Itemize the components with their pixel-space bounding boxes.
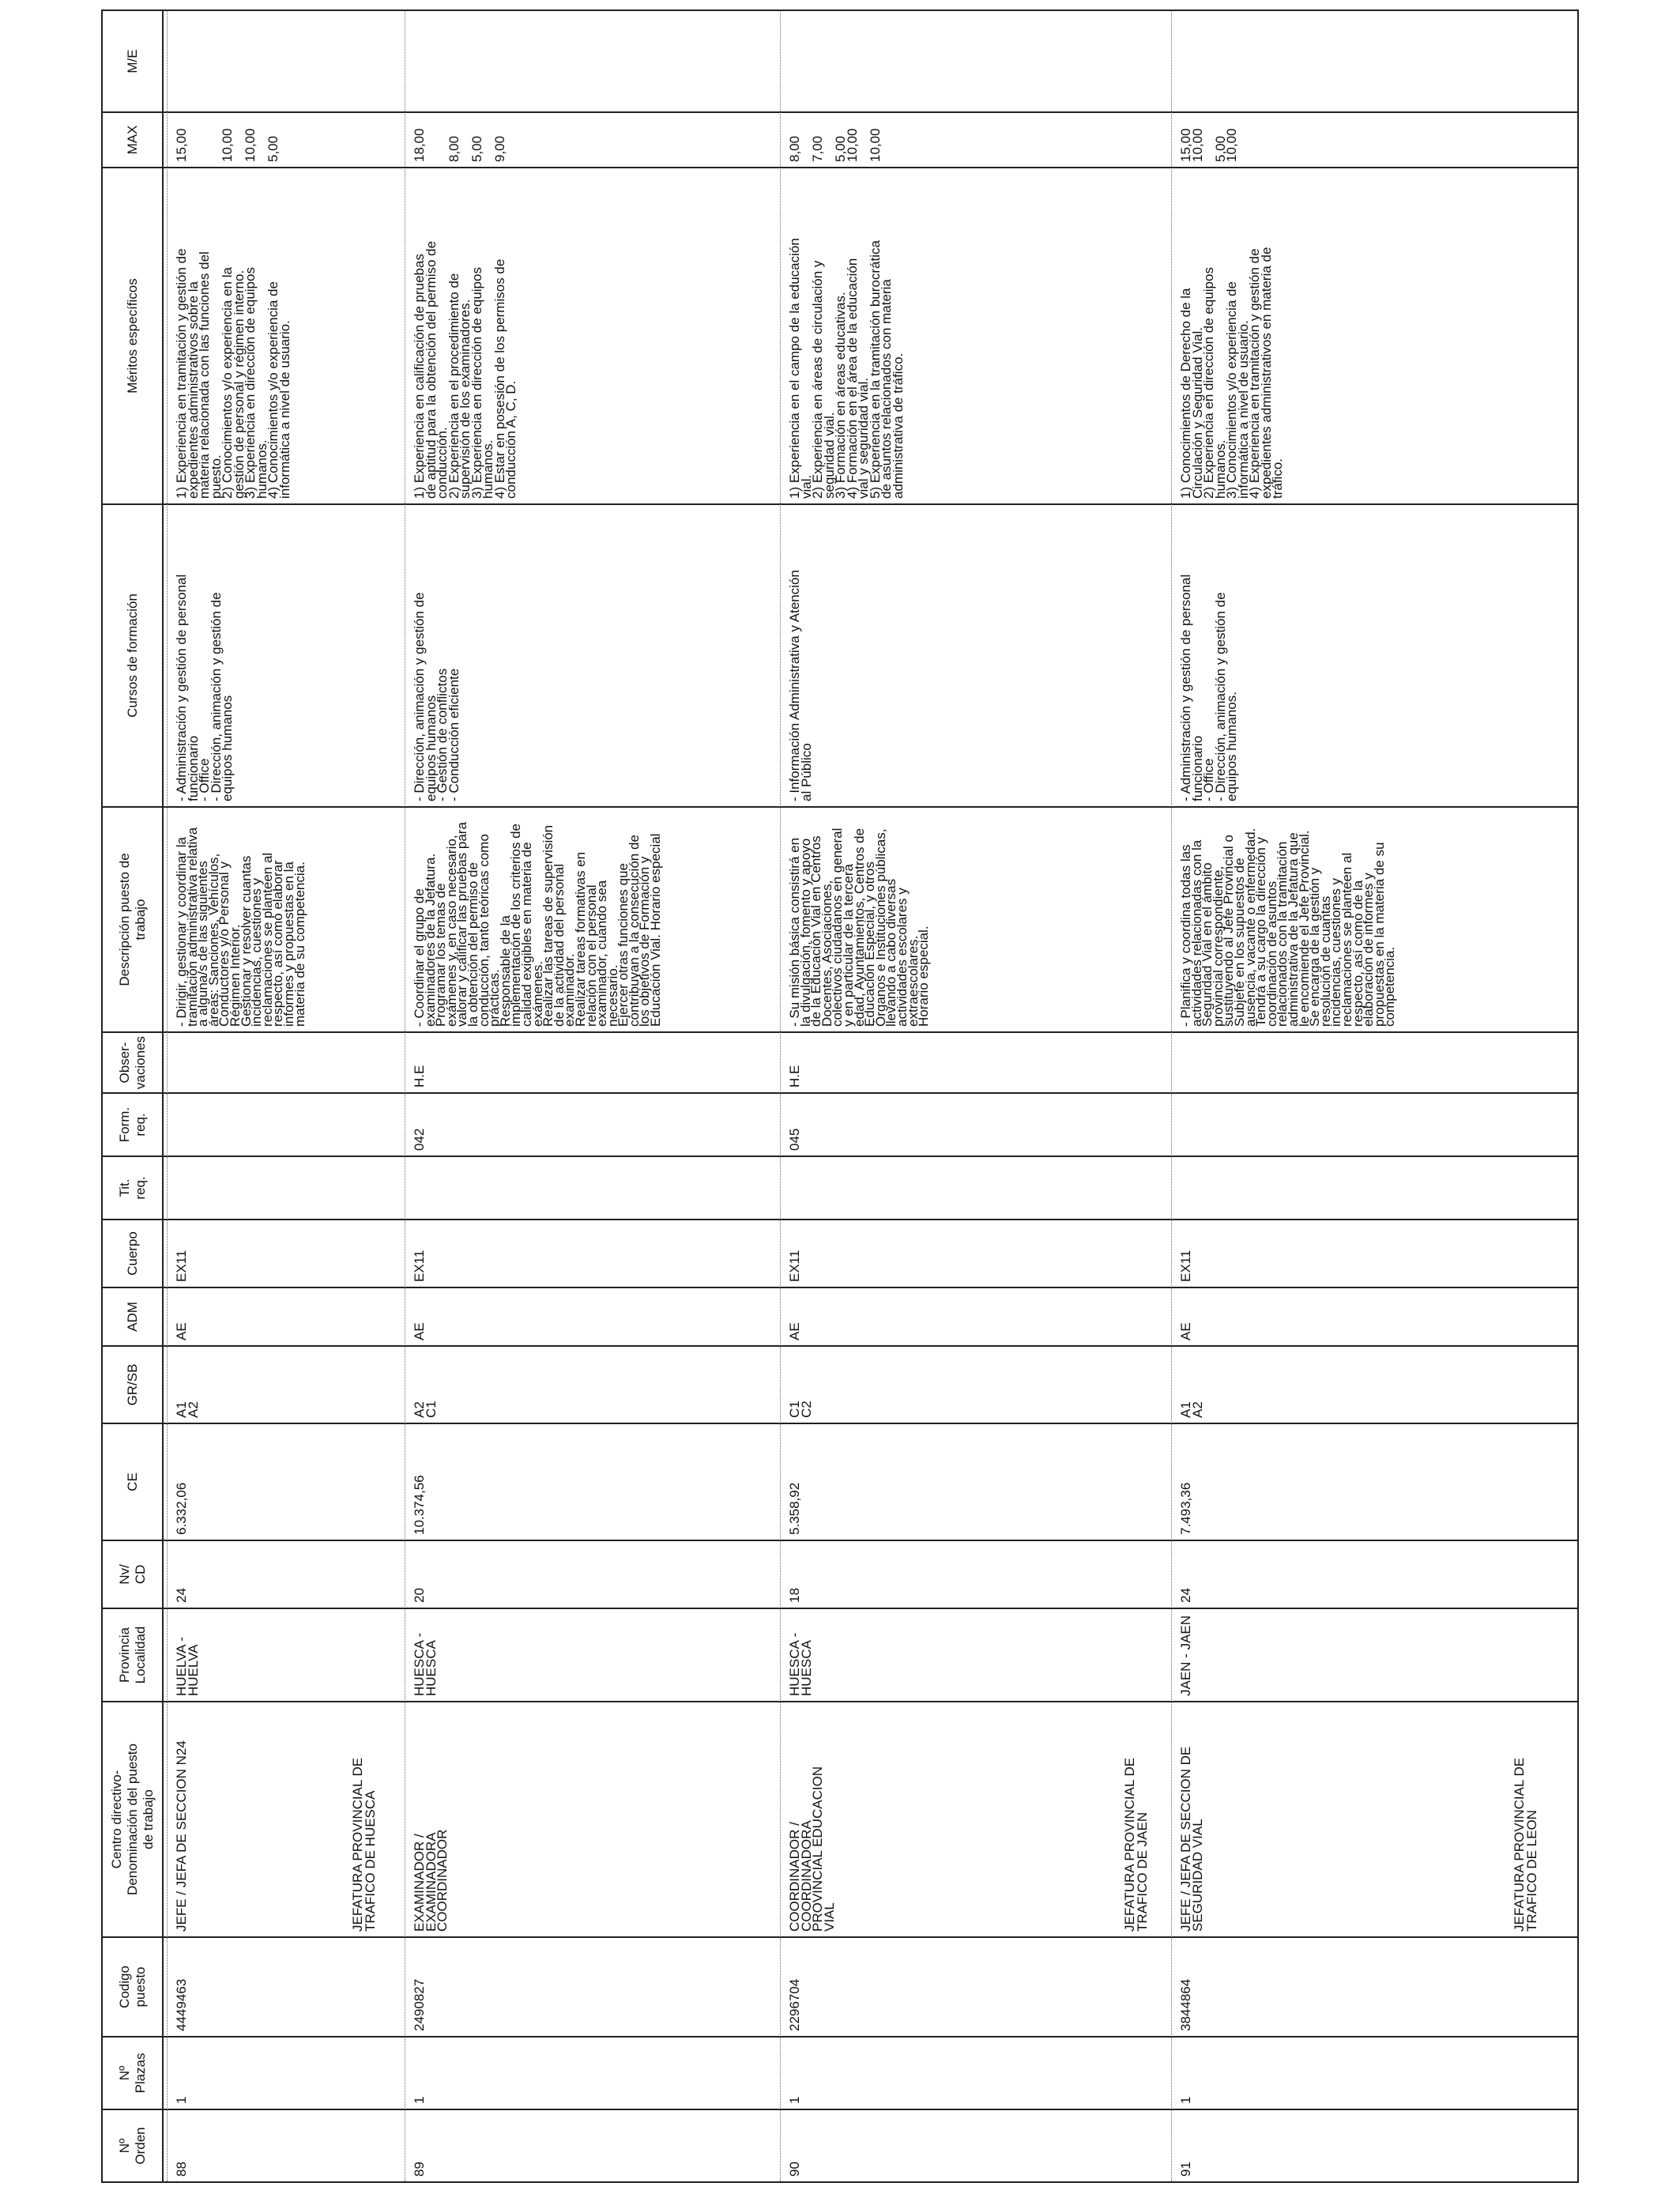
header-cursos [103,503,164,806]
header-cursos-label: Cursos de formación [124,594,140,718]
header-adm-label: ADM [124,1302,140,1332]
row-89-nivel: 20 [412,1588,427,1603]
row-91-provincia: JAEN - JAEN [1178,1615,1193,1696]
row-90-adm: AE [787,1322,802,1340]
row-separator [167,9,168,2181]
row-90-cuerpo: EX11 [787,1250,802,1282]
row-90-plazas: 1 [787,2096,802,2104]
row-90-grupo: C1 C2 [787,1400,814,1418]
job-positions-table [101,9,1579,2183]
row-88-centro: JEFE / JEFA DE SECCION N24 [174,1740,189,1932]
header-plazas-label: Nº Plazas [116,2053,148,2094]
row-88-descripcion: - Dirigir, gestionar y coordinar la tramitación administrativa relativa a alguna/s de las siguientes áreas: Sanciones, Vehículos, Conductores y/o Personal y Régimen Interior. Gestionar y resolver cuantas incidencias, cuestiones y reclamaciones se planteen al respecto, así como elaborar informes y propuestas en la materia de su competencia. [174,827,307,1027]
row-89-formacion: 042 [412,1128,427,1151]
row-91-descripcion: - Planifica y coordina todas las actividades relacionadas con la Seguridad Vial en el ámbito provincial correspondiente, sustituyendo al Jefe Provincial o Subjefe en los supuestos de ausencia, vacante o enfermedad. Tendrá a su cargo la dirección y coordinación de asuntos relacionados con la tramitación administrativa de la Jefatura que le encomiende el Jefe Provincial. Se encarga de la gestión y resolución de cuantas incidencias, cuestiones y reclamaciones se planteen al respecto, así como de la elaboración de informes y propuestas en la materia de su competencia. [1178,827,1398,1027]
column-divider [103,1423,1579,1424]
row-91-grupo: A1 A2 [1178,1401,1205,1418]
column-divider [103,1219,1579,1220]
column-divider [103,503,1579,505]
header-centro-label: Centro directivo- Denominación del puesto de trabajo [108,1744,156,1895]
header-descripcion-label: Descripción puesto de trabajo [116,853,148,986]
column-divider [103,1608,1579,1609]
row-89-plazas: 1 [412,2096,427,2104]
unit-note-huesca: JEFATURA PROVINCIAL DE TRAFICO DE HUESCA [350,1757,378,1932]
header-titulacion [103,1155,164,1219]
header-grupo [103,1345,164,1423]
row-91-plazas: 1 [1178,2096,1193,2104]
row-88-plazas: 1 [174,2096,189,2104]
header-me [103,9,164,111]
header-provincia-label: Provincia Localidad [116,1626,148,1684]
row-88-max: 15,00 10,00 10,00 5,00 [174,128,281,162]
row-89-centro: EXAMINADOR / EXAMINADORA COORDINADOR [412,1829,450,1932]
column-divider [103,1031,1579,1033]
row-89-adm: AE [412,1322,427,1340]
row-89-cuerpo: EX11 [412,1250,427,1282]
row-89-grupo: A2 C1 [412,1400,439,1418]
row-89-descripcion: - Coordinar el grupo de examinadores de la Jefatura. Programar los temas de exámenes y, en caso necesario, valorar y calificar las pruebas para la obtención del permiso de conducción, tanto teóricas como prácticas. Responsable de la implementación de los criterios de calidad exigibles en materia de exámenes. Realizar las tareas de supervisión de la actividad del personal examinador. Realizar tareas formativas en relación con el personal examinador, cuando sea necesario. Ejercer otras funciones que contribuyan a la consecución de los objetivos de Formación y Educación Vial. Horario especial [412,822,664,1027]
column-divider [103,1155,1579,1157]
row-90-cursos: - Información Administrativa y Atención al Público [787,570,814,801]
header-cuerpo [103,1219,164,1287]
column-divider [103,1936,1579,1938]
header-nivel-label: Nv/ CD [116,1564,148,1585]
header-titulacion-label: Tit. req. [116,1176,148,1200]
row-89-ce: 10.374,56 [412,1475,427,1535]
row-90-ce: 5.358,92 [787,1482,802,1535]
row-89-meritos: 1) Experiencia en calificación de pruebas de aptitud para la obtención del permiso de conducción. 2) Experiencia en el procedimiento de supervisión de los examinadores. 3) Experiencia en dirección de equipos humanos. 4) Estar en posesión de los permisos de conducción A, C, D. [412,240,518,499]
row-89-observaciones: H.E [412,1065,427,1088]
header-orden-label: Nº Orden [116,2127,148,2165]
column-divider [103,2109,1579,2110]
column-divider [103,1287,1579,1288]
header-meritos-label: Méritos específicos [124,278,140,394]
row-88-provincia: HUELVA - HUELVA [174,1637,201,1696]
row-89-orden: 89 [412,2162,427,2177]
row-88-ce: 6.332,06 [174,1482,189,1535]
header-ce [103,1423,164,1540]
row-89-codigo: 2490827 [412,1978,427,2031]
column-divider [103,1540,1579,1541]
row-90-centro: COORDINADOR / COORDINADORA PROVINCIAL EDUCACION VIAL [787,1766,837,1932]
row-91-adm: AE [1178,1322,1193,1340]
column-divider [103,2036,1579,2038]
header-max [103,111,164,167]
header-descripcion [103,806,164,1031]
row-88-grupo: A1 A2 [174,1401,201,1418]
row-90-formacion: 045 [787,1128,802,1151]
row-91-cuerpo: EX11 [1178,1250,1193,1282]
header-observaciones-label: Obser- vaciones [116,1035,148,1090]
column-divider [103,9,1579,11]
column-divider [103,1701,1579,1702]
header-provincia [103,1608,164,1701]
row-91-cursos: - Administración y gestión de personal funcionario - Office - Dirección, animación y gestión de equipos humanos. [1178,574,1239,801]
row-separator [1171,9,1172,2181]
header-codigo [103,1936,164,2036]
column-divider [103,1345,1579,1347]
row-90-max: 8,00 7,00 5,00 10,00 10,00 [787,128,883,162]
header-codigo-label: Codigo puesto [116,1966,148,2008]
row-88-nivel: 24 [174,1588,189,1603]
header-meritos [103,167,164,503]
row-89-cursos: - Dirección, animación y gestión de equipos humanos - Gestión de conflictos - Conducción eficiente [412,592,461,801]
row-90-descripcion: - Su misión básica consistirá en la divulgación, fomento y apoyo de la Educación Vial en Centros Docentes, Asociaciones, colectivos ciudadanos en general y en particular de la tercera edad, Ayuntamientos, Centros de Educación Especial, y otros Órganos e Instituciones públicas, llevando a cabo diversas actividades escolares y extraescolares. Horario especial. [787,827,932,1027]
header-max-label: MAX [124,125,140,155]
row-91-centro: JEFE / JEFA DE SECCION DE SEGURIDAD VIAL [1178,1746,1205,1932]
header-plazas [103,2036,164,2109]
row-90-orden: 90 [787,2162,802,2177]
row-88-codigo: 4449463 [174,1978,189,2031]
row-88-meritos: 1) Experiencia en tramitación y gestión de expedientes administrativos sobre la materia relacionada con las funciones del puesto. 2) Conocimientos y/o experiencia en la gestión de personal y régimen interno. 3) Experiencia en dirección de equipos humanos. 4) Conocimientos y/o experiencia de informática a nivel de usuario. [174,248,292,499]
header-me-label: M/E [124,49,140,74]
header-cuerpo-label: Cuerpo [124,1231,140,1276]
column-divider [103,1092,1579,1094]
row-88-cursos: - Administración y gestión de personal funcionario - Office - Dirección, animación y gestión de equipos humanos [174,574,235,801]
header-formacion [103,1092,164,1155]
row-89-max: 18,00 8,00 5,00 9,00 [412,128,507,162]
table-bottom-border [1577,9,1579,2181]
header-centro [103,1701,164,1936]
header-formacion-label: Form. req. [116,1106,148,1143]
header-orden [103,2109,164,2181]
row-88-cuerpo: EX11 [174,1250,189,1282]
header-nivel [103,1540,164,1608]
row-91-ce: 7.493,36 [1178,1482,1193,1535]
row-89-provincia: HUESCA - HUESCA [412,1632,439,1696]
row-91-orden: 91 [1178,2162,1193,2177]
header-ce-label: CE [124,1472,140,1491]
row-90-provincia: HUESCA - HUESCA [787,1632,814,1696]
unit-note-jaen: JEFATURA PROVINCIAL DE TRAFICO DE JAEN [1122,1757,1150,1932]
header-grupo-label: GR/SB [124,1363,140,1406]
header-observaciones [103,1031,164,1092]
row-91-nivel: 24 [1178,1588,1193,1603]
row-separator [780,9,781,2181]
row-90-meritos: 1) Experiencia en el campo de la educación vial. 2) Experiencia en áreas de circulación y seguridad vial. 3) Formación en áreas educativas. 4) Formación en el área de la educación vial y seguridad vial. 5) Experiencia en la tramitación burocrática de asuntos relacionados con materia administrativa de tráfico. [787,238,906,499]
row-90-codigo: 2296704 [787,1978,802,2031]
row-91-codigo: 3844864 [1178,1978,1193,2031]
row-91-meritos: 1) Conocimientos de Derecho de la Circulación y Seguridad Vial. 2) Experiencia en dirección de equipos humanos. 3) Conocimientos y/o experiencia de informática a nivel de usuario. 4) Experiencia en tramitación y gestión de expedientes administrativos en materia de tráfico. [1178,247,1285,499]
row-90-observaciones: H.E [787,1065,802,1088]
row-91-max: 15,00 10,00 5,00 10,00 [1178,128,1239,162]
row-90-nivel: 18 [787,1588,802,1603]
row-88-adm: AE [174,1322,189,1340]
row-88-orden: 88 [174,2162,189,2177]
unit-note-leon: JEFATURA PROVINCIAL DE TRAFICO DE LEON [1512,1757,1539,1932]
header-adm [103,1287,164,1345]
